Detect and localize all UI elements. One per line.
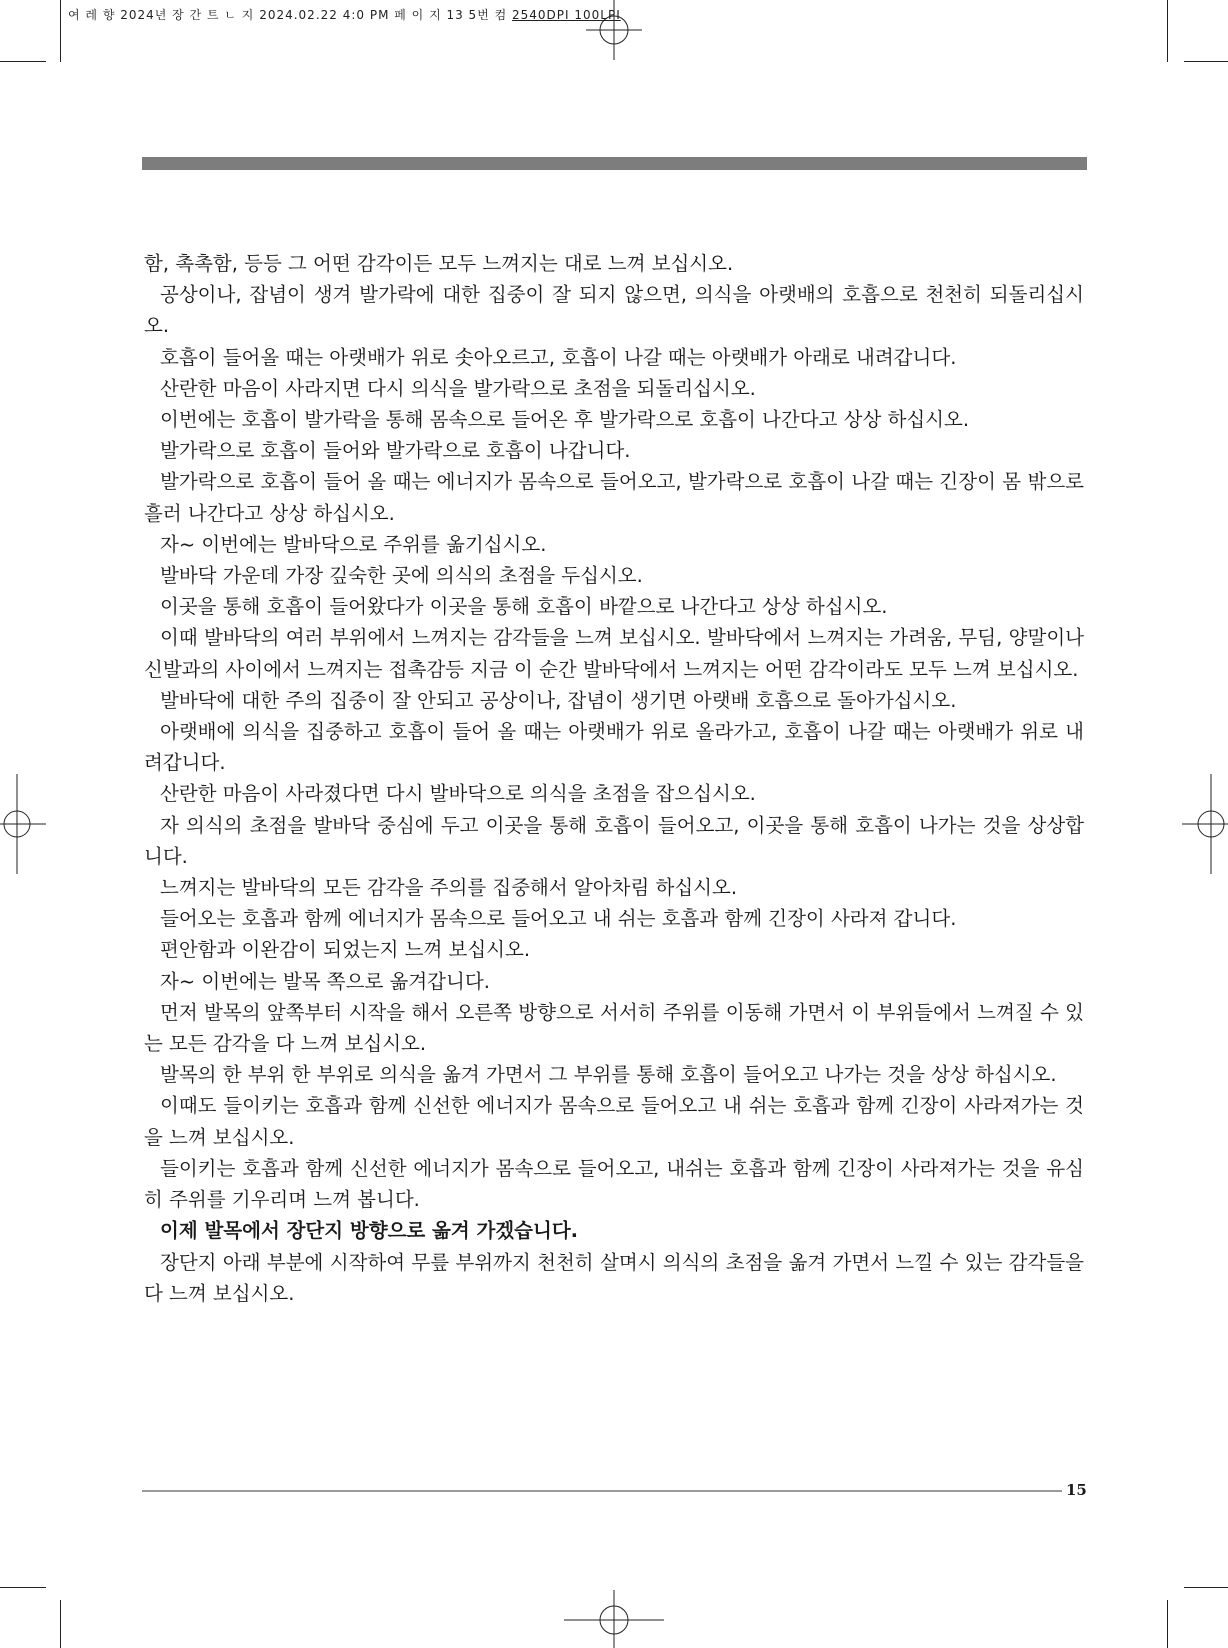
registration-mark-bottom xyxy=(564,1590,664,1648)
print-slug-resolution: 2540DPI 100LPI xyxy=(512,8,621,22)
paragraph: 편안함과 이완감이 되었는지 느껴 보십시오. xyxy=(160,938,531,962)
page-number: 15 xyxy=(1066,1481,1087,1499)
paragraph: 공상이나, 잡념이 생겨 발가락에 대한 집중이 잘 되지 않으면, 의식을 아랫배의 호흡으로 천천히 되돌리십시오. xyxy=(144,283,1084,338)
registration-mark-top xyxy=(584,0,644,62)
paragraph: 자~ 이번에는 발바닥으로 주위를 옮기십시오. xyxy=(160,532,547,556)
paragraph: 발바닥에 대한 주의 집중이 잘 안되고 공상이나, 잡념이 생기면 아랫배 호흡으로 돌아가십시오. xyxy=(160,688,957,712)
body-text xyxy=(144,248,1084,1309)
paragraph: 아랫배에 의식을 집중하고 호흡이 들어 올 때는 아랫배가 위로 올라가고, 호흡이 나갈 때는 아랫배가 위로 내려갑니다. xyxy=(144,720,1084,775)
paragraph: 이때 발바닥의 여러 부위에서 느껴지는 감각들을 느껴 보십시오. 발바닥에서 느껴지는 가려움, 무딤, 양말이나 신발과의 사이에서 느껴지는 접촉감등 지금 이 순간 발바닥에서 느껴지는 어떤 감각이라도 모두 느껴 보십시오. xyxy=(144,626,1084,681)
paragraph: 발가락으로 호흡이 들어와 발가락으로 호흡이 나갑니다. xyxy=(160,439,631,463)
crop-mark xyxy=(1167,0,1168,62)
crop-mark xyxy=(1184,61,1228,62)
paragraph: 산란한 마음이 사라졌다면 다시 발바닥으로 의식을 초점을 잡으십시오. xyxy=(160,782,756,806)
print-slug xyxy=(68,6,621,23)
paragraph: 호흡이 들어올 때는 아랫배가 위로 솟아오르고, 호흡이 나갈 때는 아랫배가 아래로 내려갑니다. xyxy=(160,345,957,369)
footer-rule xyxy=(142,1490,1062,1492)
paragraph: 이번에는 호흡이 발가락을 통해 몸속으로 들어온 후 발가락으로 호흡이 나간다고 상상 하십시오. xyxy=(160,408,970,432)
paragraph: 함, 촉촉함, 등등 그 어떤 감각이든 모두 느껴지는 대로 느껴 보십시오. xyxy=(144,252,734,275)
registration-mark-right xyxy=(1182,774,1228,874)
paragraph: 들이키는 호흡과 함께 신선한 에너지가 몸속으로 들어오고, 내쉬는 호흡과 함께 긴장이 사라져가는 것을 유심히 주위를 기우리며 느껴 봅니다. xyxy=(144,1156,1084,1212)
crop-mark xyxy=(0,61,46,62)
header-bar xyxy=(142,157,1087,170)
paragraph: 산란한 마음이 사라지면 다시 의식을 발가락으로 초점을 되돌리십시오. xyxy=(160,376,756,400)
paragraph: 발가락으로 호흡이 들어 올 때는 에너지가 몸속으로 들어오고, 발가락으로 호흡이 나갈 때는 긴장이 몸 밖으로 흘러 나간다고 상상 하십시오. xyxy=(144,470,1084,525)
crop-mark xyxy=(60,1600,61,1648)
paragraph: 발바닥 가운데 가장 깊숙한 곳에 의식의 초점을 두십시오. xyxy=(160,564,643,588)
crop-mark xyxy=(0,1587,46,1588)
paragraph: 발목의 한 부위 한 부위로 의식을 옮겨 가면서 그 부위를 통해 호흡이 들어오고 나가는 것을 상상 하십시오. xyxy=(160,1063,1057,1087)
crop-mark xyxy=(60,0,61,62)
paragraph: 먼저 발목의 앞쪽부터 시작을 해서 오른쪽 방향으로 서서히 주위를 이동해 가면서 이 부위들에서 느껴질 수 있는 모든 감각을 다 느껴 보십시오. xyxy=(144,1000,1084,1056)
section-heading: 이제 발목에서 장단지 방향으로 옮겨 가겠습니다. xyxy=(160,1219,579,1243)
crop-mark xyxy=(1167,1600,1168,1648)
crop-mark xyxy=(1184,1587,1228,1588)
paragraph: 들어오는 호흡과 함께 에너지가 몸속으로 들어오고 내 쉬는 호흡과 함께 긴장이 사라져 갑니다. xyxy=(160,907,957,931)
paragraph: 장단지 아래 부분에 시작하여 무릎 부위까지 천천히 살며시 의식의 초점을 옮겨 가면서 느낄 수 있는 감각들을 다 느껴 보십시오. xyxy=(144,1250,1084,1305)
paragraph: 이때도 들이키는 호흡과 함께 신선한 에너지가 몸속으로 들어오고 내 쉬는 호흡과 함께 긴장이 사라져가는 것을 느껴 보십시오. xyxy=(144,1094,1084,1149)
paragraph: 느껴지는 발바닥의 모든 감각을 주의를 집중해서 알아차림 하십시오. xyxy=(160,876,738,900)
registration-mark-left xyxy=(0,774,46,874)
print-slug-text: 여 레 향 2024년 장 간 트 ㄴ 지 2024.02.22 4:0 PM 페 이 지 13 5번 컴 xyxy=(68,8,513,22)
paragraph: 이곳을 통해 호흡이 들어왔다가 이곳을 통해 호흡이 바깥으로 나간다고 상상 하십시오. xyxy=(160,595,888,619)
paragraph: 자~ 이번에는 발목 쪽으로 옮겨갑니다. xyxy=(160,969,490,993)
paragraph: 자 의식의 초점을 발바닥 중심에 두고 이곳을 통해 호흡이 들어오고, 이곳을 통해 호흡이 나가는 것을 상상합니다. xyxy=(144,813,1084,868)
